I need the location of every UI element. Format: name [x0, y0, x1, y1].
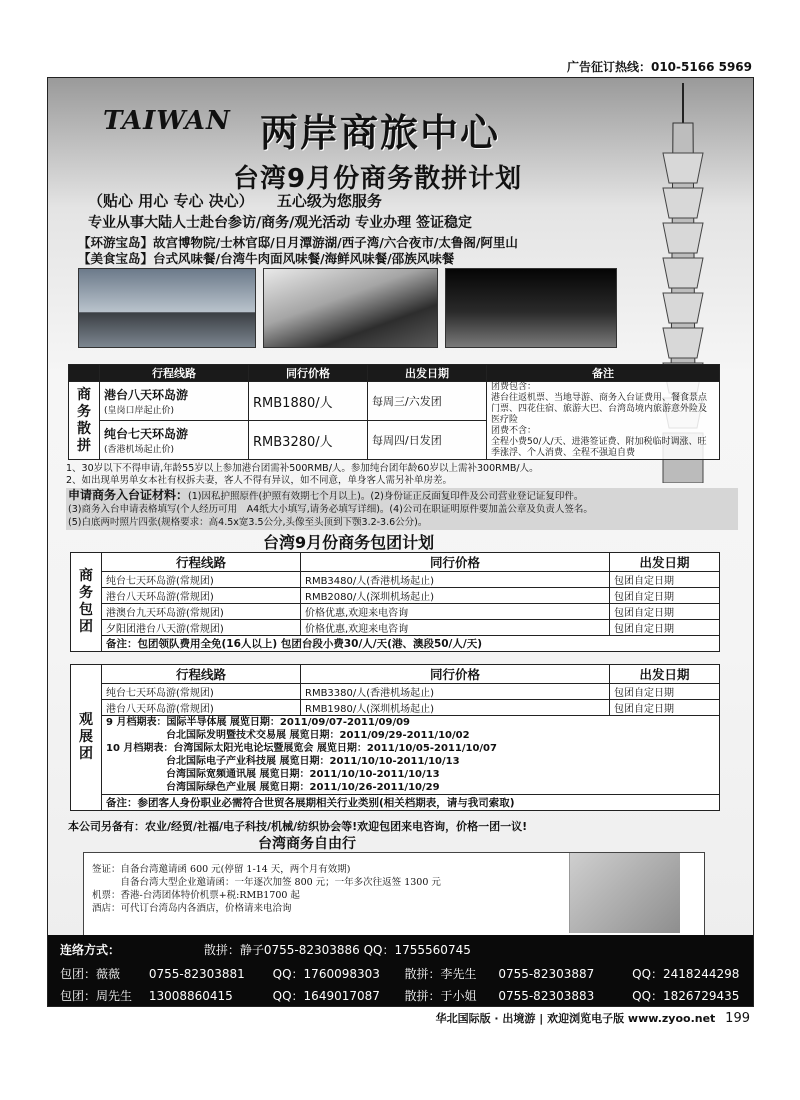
taiwan-logo: TAIWAN [103, 106, 231, 136]
slogan-row [88, 190, 400, 211]
free-line: 签证：自备台湾邀请函 600 元(停留 1-14 天，两个月有效期) [92, 864, 351, 875]
photo-alishan-train [263, 268, 438, 348]
table-note-row [71, 795, 720, 811]
apply-head: 申请商务入台证材料： [68, 488, 189, 502]
col-date: 出发日期 [610, 665, 720, 684]
footnote-1: 1、30岁以下不得申请,年龄55岁以上参加港台团需补500RMB/人。参加纯台团年龄60岁以上需补300RMB/人。 [66, 463, 539, 474]
slogan-five-hearts: 五心级为您服务 [276, 192, 382, 210]
free-travel-text [92, 863, 441, 915]
contact-name: 散拼：李先生 [404, 967, 477, 981]
table-row [71, 604, 720, 620]
apply-materials [66, 488, 738, 530]
apply-line-1: (1)因私护照原件(护照有效期七个月以上)。(2)身份证正反面复印件及公司营业登记证复印件。 [188, 491, 584, 502]
route-cell: 纯台七天环岛游(常规团) [102, 572, 301, 588]
table-row [71, 700, 720, 716]
route-name: 纯台七天环岛游 [104, 427, 189, 441]
route-name: 港台八天环岛游 [104, 388, 189, 402]
contact-qq: QQ：1760098303 [272, 967, 380, 981]
table-corner [69, 365, 100, 382]
association-members: 本公司另备有：农业/经贸/社福/电子科技/机械/纺织协会等!欢迎包团来电咨询，价格一团一议! [68, 820, 528, 833]
contact-qq: QQ：1649017087 [272, 989, 380, 1003]
taiwan-map-image [569, 853, 680, 933]
footnote-2: 2、如出现单男单女本社有权拆夫妻，客人不得有异议，如不同意，单身客人需另补单房差。 [66, 475, 453, 486]
contact-row-3 [60, 987, 739, 1004]
apply-line-2: (3)商务入台申请表格填写(个人经历可用 A4纸大小填写,请务必填写详细)。(4)公司在职证明原件要加盖公章及负责人签名。 [68, 504, 593, 515]
contact-name: 散拼：于小姐 [404, 989, 477, 1003]
contact-label: 连络方式： [60, 943, 121, 957]
exhibit-schedule [102, 716, 720, 795]
contact-band [48, 935, 753, 1007]
remark-cell [487, 382, 720, 460]
plan-title: 台湾9月份商务散拼计划 [233, 164, 523, 194]
contact-scatter-jingzi: 散拼：静子0755-82303886 QQ：1755560745 [203, 943, 471, 957]
ad-hotline: 广告征订热线：010-5166 5969 [566, 60, 752, 74]
price-cell: RMB1880/人 [249, 382, 368, 421]
table-note-row [71, 636, 720, 652]
business-note: 备注：包团领队费用全免(16人以上) 包团台段小费30/人/天(港、澳段50/人/天) [102, 636, 720, 652]
remark-exclude-title: 团费不含： [491, 426, 537, 436]
remark-include: 港台往返机票、当地导游、商务入台证费用、餐食景点门票、四花住宿、旅游大巴、台湾岛境内旅游意外险及医疗险 [491, 393, 708, 425]
price-cell: 价格优惠,欢迎来电咨询 [301, 604, 610, 620]
contact-phone: 0755-82303881 [148, 967, 245, 981]
price-cell: RMB2080/人(深圳机场起止) [301, 588, 610, 604]
exhibit-line: 台北国际发明暨技术交易展 展览日期：2011/09/29-2011/10/02 [106, 730, 470, 741]
service-line: 专业从事大陆人士赴台参访/商务/观光活动 专业办理 签证稳定 [88, 215, 472, 231]
price-cell: RMB3380/人(香港机场起止) [301, 684, 610, 700]
date-cell: 包团自定日期 [610, 572, 720, 588]
exhibit-line: 台湾国际宽频通讯展 展览日期：2011/10/10-2011/10/13 [106, 769, 440, 780]
business-group-table [70, 552, 720, 652]
contact-row-1 [60, 941, 471, 958]
publication-info: 华北国际版 · 出境游 | 欢迎浏览电子版 www.zyoo.net [435, 1012, 716, 1025]
exhibit-line: 台北国际电子产业科技展 展览日期：2011/10/10-2011/10/13 [106, 756, 460, 767]
contact-row-2 [60, 965, 739, 982]
route-cell [100, 421, 249, 460]
exhibit-schedule-row [71, 716, 720, 795]
price-cell: 价格优惠,欢迎来电咨询 [301, 620, 610, 636]
col-date: 出发日期 [610, 553, 720, 572]
photo-night-city [445, 268, 617, 348]
remark-include-title: 团费包含： [491, 382, 537, 392]
exhibit-note: 备注：参团客人身份职业必需符合世贸各展期相关行业类别(相关档期表，请与我司索取) [102, 795, 720, 811]
route-cell: 港台八天环岛游(常规团) [102, 588, 301, 604]
col-date: 出发日期 [368, 365, 487, 382]
exhibit-line: 9 月档期表：国际半导体展 展览日期：2011/09/07-2011/09/09 [106, 717, 411, 728]
free-line: 自备台湾大型企业邀请函：一年逐次加签 800 元；一年多次往返签 1300 元 [92, 877, 441, 888]
page-number: 199 [725, 1011, 750, 1026]
col-price: 同行价格 [301, 665, 610, 684]
free-line: 机票：香港-台湾团体特价机票+税:RMB1700 起 [92, 890, 300, 901]
free-travel-title: 台湾商务自由行 [258, 836, 356, 852]
route-note: (香港机场起止价) [104, 445, 175, 455]
scatter-tour-table [68, 364, 720, 460]
date-cell: 包团自定日期 [610, 700, 720, 716]
col-remark: 备注 [487, 365, 720, 382]
table-row [69, 382, 720, 421]
contact-name: 包团：薇薇 [60, 967, 121, 981]
table-row [71, 588, 720, 604]
remark-exclude: 全程小费50/人/天、进港签证费、附加税临时调涨、旺季涨浮、个人消费、全程不强迫自费 [491, 437, 707, 458]
apply-line-3: (5)白底两吋照片四张(规格要求：高4.5x宽3.5公分,头像至头顶到下颚3.2-3.6公分)。 [68, 517, 428, 528]
footnotes [66, 463, 726, 487]
tour-line-food: 【美食宝岛】台式风味餐/台湾牛肉面风味餐/海鲜风味餐/邵族风味餐 [78, 251, 455, 266]
table-row [71, 620, 720, 636]
route-cell: 纯台七天环岛游(常规团) [102, 684, 301, 700]
col-price: 同行价格 [301, 553, 610, 572]
date-cell: 包团自定日期 [610, 604, 720, 620]
contact-qq: QQ：1826729435 [632, 989, 740, 1003]
route-note: (皇岗口岸起止价) [104, 406, 175, 416]
publication-footer [436, 1010, 750, 1026]
date-cell: 包团自定日期 [610, 620, 720, 636]
col-route: 行程线路 [102, 553, 301, 572]
table-row [71, 684, 720, 700]
price-cell: RMB1980/人(深圳机场起止) [301, 700, 610, 716]
exhibit-line: 台湾国际绿色产业展 展览日期：2011/10/26-2011/10/29 [106, 782, 440, 793]
photo-city-skyline [78, 268, 256, 348]
exhibition-group-table [70, 664, 720, 811]
contact-phone: 0755-82303887 [498, 967, 595, 981]
price-cell: RMB3280/人 [249, 421, 368, 460]
contact-name: 包团：周先生 [60, 989, 133, 1003]
side-label: 商务散拼 [69, 382, 100, 460]
advertisement-frame [47, 77, 754, 1007]
group-plan-title: 台湾9月份商务包团计划 [263, 533, 435, 552]
brand-title: 两岸商旅中心 [260, 111, 501, 155]
date-cell: 包团自定日期 [610, 684, 720, 700]
route-cell: 港台八天环岛游(常规团) [102, 700, 301, 716]
col-route: 行程线路 [102, 665, 301, 684]
contact-phone: 0755-82303883 [498, 989, 595, 1003]
side-label: 商务包团 [71, 553, 102, 652]
route-cell: 夕阳团港台八天游(常规团) [102, 620, 301, 636]
route-cell [100, 382, 249, 421]
contact-qq: QQ：2418244298 [632, 967, 740, 981]
free-line: 酒店：可代订台湾岛内各酒店，价格请来电洽询 [92, 903, 292, 914]
exhibit-line: 10 月档期表：台湾国际太阳光电论坛暨展览会 展览日期：2011/10/05-2011/10/07 [106, 743, 497, 754]
route-cell: 港澳台九天环岛游(常规团) [102, 604, 301, 620]
slogan: （贴心 用心 专心 决心） [88, 192, 254, 210]
col-route: 行程线路 [100, 365, 249, 382]
contact-phone: 13008860415 [148, 989, 233, 1003]
date-cell: 每周四/日发团 [368, 421, 487, 460]
col-price: 同行价格 [249, 365, 368, 382]
date-cell: 每周三/六发团 [368, 382, 487, 421]
table-row [71, 572, 720, 588]
price-cell: RMB3480/人(香港机场起止) [301, 572, 610, 588]
side-label: 观展团 [71, 665, 102, 811]
date-cell: 包团自定日期 [610, 588, 720, 604]
tour-line-round-island: 【环游宝岛】故宫博物院/士林官邸/日月潭游湖/西子湾/六合夜市/太鲁阁/阿里山 [78, 235, 518, 250]
